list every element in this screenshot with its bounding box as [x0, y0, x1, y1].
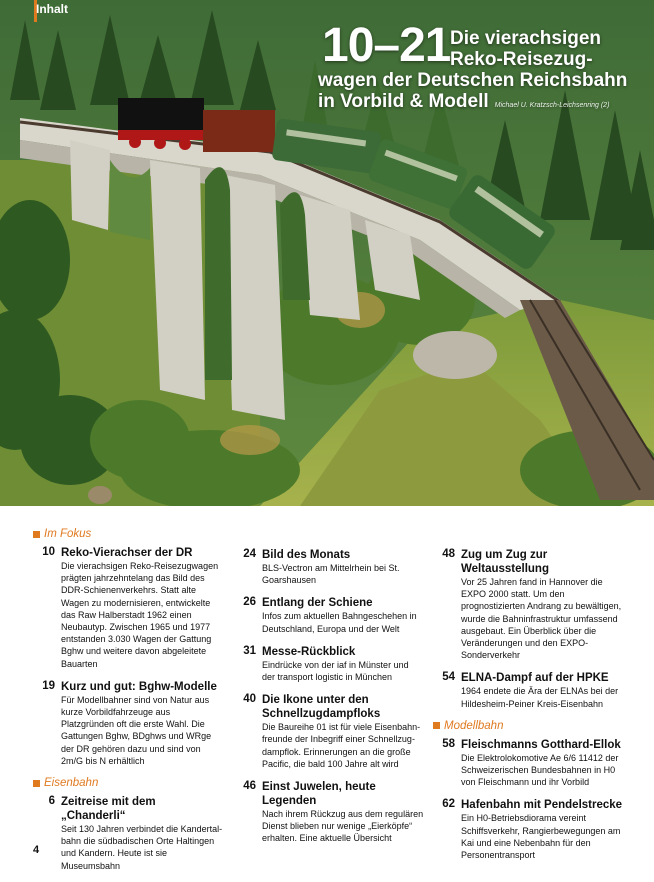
entry-page: 10	[42, 546, 55, 558]
entry-description: Vor 25 Jahren fand in Hannover die EXPO 2000 statt. Um den prognostizierten Andrang zu bewältigen, wurde die Bahninfrastruktur umfassend ausgebaut. Ein Überblick über die Veränderungen und den EXPO-Sonderverkehr	[461, 577, 622, 661]
entry-description: Die vierachsigen Reko-Reisezugwagen prägten jahrzehntelang das Bild des DDR-Schienenverkehrs. Statt alte Wagen zu modernisieren, entwickelte das Raw Halberstadt 1962 einen Neubautyp. Zwischen 1965 und 1977 entstanden 3.030 Wagen der Gattung Bghw und weitere davon abgeleitete Bauarten	[61, 561, 219, 669]
toc-entry[interactable]	[234, 780, 424, 845]
feature-title	[318, 28, 638, 116]
toc-entry[interactable]	[433, 738, 623, 789]
entry-title: Die Ikone unter den Schnellzugdampfloks	[262, 694, 381, 721]
entry-title: Bild des Monats	[262, 549, 351, 561]
entry-description: 1964 endete die Ära der ELNAs bei der Hildesheim-Peiner Kreis-Eisenbahn	[461, 686, 619, 709]
square-bullet-icon	[433, 722, 440, 729]
square-bullet-icon	[33, 780, 40, 787]
entry-description: Seit 130 Jahren verbindet die Kandertalbahn die südbadischen Orte Haltingen und Kandern. Heute ist sie Museumsbahn	[61, 824, 223, 871]
page-number: 4	[33, 844, 40, 856]
entry-description: Eindrücke von der iaf in Münster und der transport logistic in München	[262, 659, 409, 683]
entry-page: 54	[442, 671, 455, 684]
toc-entry[interactable]	[234, 645, 424, 683]
entry-title: Messe-Rückblick	[262, 645, 356, 658]
toc-entry[interactable]	[33, 680, 223, 767]
entry-title: Einst Juwelen, heute Legenden	[262, 781, 376, 808]
category-heading: Modellbahn	[433, 720, 623, 732]
entry-description: Infos zum aktuellen Bahngeschehen in Deutschland, Europa und der Welt	[262, 611, 417, 634]
entry-title: ELNA-Dampf auf der HPKE	[461, 672, 609, 685]
entry-title: Fleischmanns Gotthard-Ellok	[461, 738, 621, 751]
entry-title: Reko-Vierachser der DR	[61, 547, 193, 559]
entry-title: Zeitreise mit dem „Chanderli“	[61, 796, 156, 823]
feature-title-line-3: wagen der Deutschen Reichsbahn	[318, 70, 628, 91]
toc-column-3	[433, 548, 623, 871]
entry-description: Nach ihrem Rückzug aus dem regulären Dienst blieben nur wenige „Eierköpfe“ erhalten. Eine aktuelle Übersicht	[262, 809, 424, 844]
entry-page: 48	[442, 548, 455, 560]
entry-description: Ein H0-Betriebsdiorama vereint Schiffsverkehr, Rangierbewegungen am Kai und eine Nebenbahn für den Personentransport	[461, 813, 621, 861]
toc-entry[interactable]	[33, 546, 223, 670]
category-heading: Eisenbahn	[33, 777, 223, 789]
feature-pages: 10–21	[322, 19, 451, 72]
entry-title: Zug um Zug zur Weltausstellung	[461, 549, 549, 575]
entry-description: BLS-Vectron am Mittelrhein bei St. Goarshausen	[262, 563, 400, 586]
entry-page: 62	[442, 798, 455, 811]
entry-page: 26	[243, 596, 256, 609]
toc-entry[interactable]	[433, 798, 623, 861]
entry-page: 58	[442, 737, 455, 750]
feature-title-line-4: in Vorbild & Modell	[318, 91, 489, 112]
section-tag: Inhalt	[36, 2, 68, 16]
entry-title: Entlang der Schiene	[262, 597, 373, 610]
entry-description: Die Elektrolokomotive Ae 6/6 11412 der Schweizerischen Bundesbahnen in H0 von Fleischmann und ihr Vorbild	[461, 752, 619, 788]
toc-entry[interactable]	[433, 671, 623, 709]
entry-page: 24	[243, 548, 256, 560]
entry-description: Für Modellbahner sind von Natur aus kurze Vorbildfahrzeuge aus Platzgründen oft die erste Wahl. Die Gattungen Bghw, BDghws und WRge der DR gehören dazu und sind von 2m/G bis N erhältlich	[61, 694, 212, 766]
toc-entry[interactable]	[234, 548, 424, 586]
entry-page: 6	[48, 795, 55, 808]
category-heading: Im Fokus	[33, 528, 223, 540]
entry-title: Kurz und gut: Bghw-Modelle	[61, 680, 217, 693]
entry-page: 46	[243, 780, 256, 793]
toc-column-2	[234, 548, 424, 855]
toc-column-1	[33, 528, 223, 882]
entry-page: 31	[243, 644, 256, 657]
entry-description: Die Baureihe 01 ist für viele Eisenbahnfreunde der Inbegriff einer Schnellzugdampflok. Erinnerungen an die große Pacific, die bald 100 Jahre alt wird	[262, 722, 421, 769]
toc-entry[interactable]	[234, 693, 424, 770]
entry-title: Hafenbahn mit Pendelstrecke	[461, 799, 623, 812]
entry-page: 40	[243, 693, 256, 706]
photo-credit: Michael U. Kratzsch-Leichsenring (2)	[494, 102, 610, 109]
toc-entry[interactable]	[234, 596, 424, 634]
square-bullet-icon	[33, 531, 40, 538]
toc-entry[interactable]	[433, 548, 623, 661]
feature-title-line-1: Die vierachsigen	[450, 28, 602, 49]
entry-page: 19	[42, 679, 55, 692]
feature-title-line-2: Reko-Reisezug-	[450, 49, 593, 70]
toc-entry[interactable]	[33, 795, 223, 872]
